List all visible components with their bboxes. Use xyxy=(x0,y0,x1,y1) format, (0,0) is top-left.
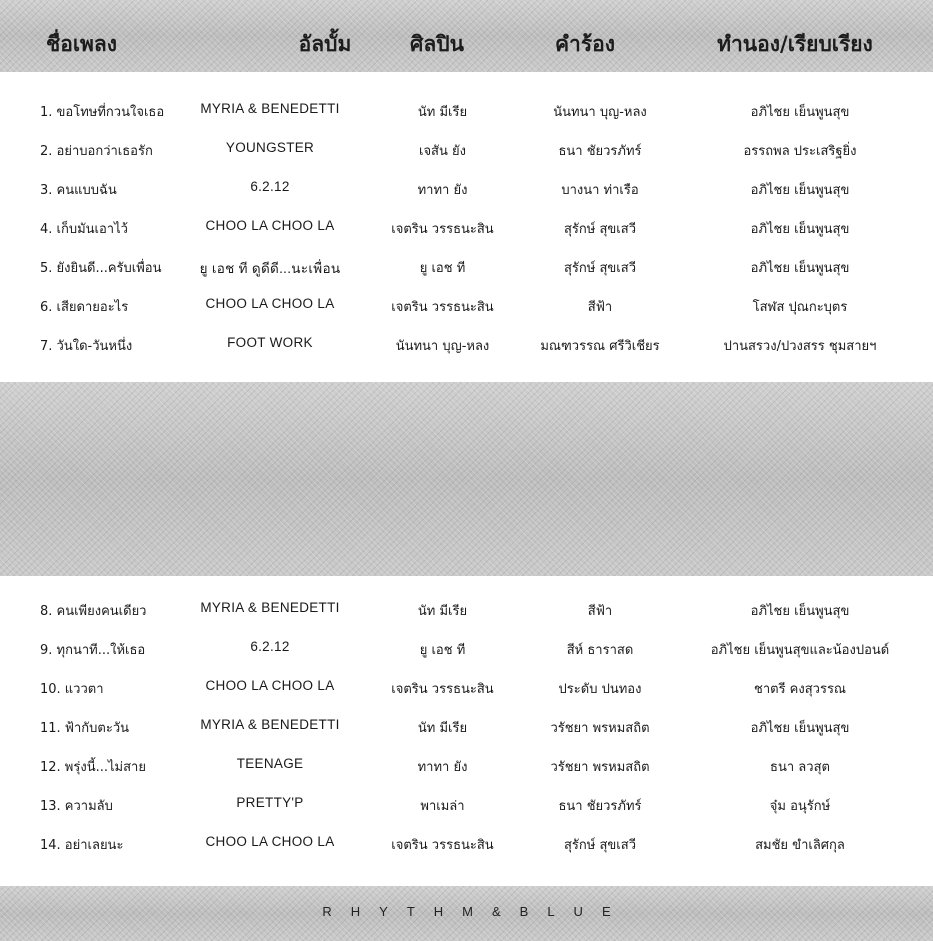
song-artist: ทาทา ยัง xyxy=(417,183,468,198)
song-album: MYRIA & BENEDETTI xyxy=(200,101,340,116)
song-album: CHOO LA CHOO LA xyxy=(205,296,335,311)
song-lyricist: นันทนา บุญ-หลง xyxy=(553,105,647,120)
song-album: CHOO LA CHOO LA xyxy=(205,678,335,693)
song-composer: อภิไชย เย็นพูนสุข xyxy=(750,261,850,276)
song-artist: เจตริน วรรธนะสิน xyxy=(391,838,494,853)
song-album: CHOO LA CHOO LA xyxy=(205,834,335,849)
song-title: 12. พรุ่งนี้...ไม่สาย xyxy=(40,760,146,775)
song-album: MYRIA & BENEDETTI xyxy=(200,717,340,732)
divider-band xyxy=(0,382,933,576)
song-row xyxy=(0,327,933,366)
song-row xyxy=(0,249,933,288)
song-row xyxy=(0,171,933,210)
song-lyricist: สุรักษ์ สุขเสวี xyxy=(564,838,636,853)
song-row xyxy=(0,826,933,865)
song-title: 7. วันใด-วันหนึ่ง xyxy=(40,339,133,354)
header-lyricist: คำร้อง xyxy=(555,32,615,56)
song-row xyxy=(0,670,933,709)
song-album: ยู เอช ที ดูดีดี...นะเพื่อน xyxy=(199,261,341,276)
song-title: 13. ความลับ xyxy=(40,799,113,814)
song-composer: อภิไชย เย็นพูนสุข xyxy=(750,222,850,237)
song-album: MYRIA & BENEDETTI xyxy=(200,600,340,615)
song-lyricist: สุรักษ์ สุขเสวี xyxy=(564,222,636,237)
song-composer: อภิไชย เย็นพูนสุข xyxy=(750,183,850,198)
song-artist: พาเมล่า xyxy=(420,799,465,814)
song-row xyxy=(0,288,933,327)
song-list-part2 xyxy=(0,592,933,865)
song-album: PRETTY'P xyxy=(236,795,304,810)
song-list-part1 xyxy=(0,93,933,366)
song-artist: นัท มีเรีย xyxy=(417,721,468,736)
song-composer: จุ๋ม อนุรักษ์ xyxy=(769,799,831,814)
song-lyricist: สีฟ้า xyxy=(587,300,613,315)
column-header xyxy=(0,28,933,64)
song-row xyxy=(0,132,933,171)
song-row xyxy=(0,787,933,826)
header-album: อัลบั้ม xyxy=(298,32,352,56)
song-lyricist: ธนา ชัยวรภัทร์ xyxy=(558,799,642,814)
song-composer: อภิไชย เย็นพูนสุข xyxy=(750,721,850,736)
song-artist: ทาทา ยัง xyxy=(417,760,468,775)
song-title: 3. คนแบบฉัน xyxy=(40,183,117,198)
song-artist: เจตริน วรรธนะสิน xyxy=(391,300,494,315)
song-album: FOOT WORK xyxy=(227,335,313,350)
song-lyricist: มณฑวรรณ ศรีวิเชียร xyxy=(540,339,660,354)
song-composer: โสฬส ปุณกะบุตร xyxy=(752,300,848,315)
song-row xyxy=(0,210,933,249)
song-row xyxy=(0,592,933,631)
song-artist: นัท มีเรีย xyxy=(417,604,468,619)
header-composer: ทำนอง/เรียบเรียง xyxy=(717,32,873,56)
song-artist: เจตริน วรรธนะสิน xyxy=(391,682,494,697)
song-composer: ธนา ลวสุต xyxy=(770,760,830,775)
song-artist: ยู เอช ที xyxy=(419,643,466,658)
song-title: 2. อย่าบอกว่าเธอรัก xyxy=(40,144,153,159)
song-composer: สมชัย ขำเลิศกุล xyxy=(755,838,845,853)
song-album: 6.2.12 xyxy=(250,179,290,194)
song-title: 14. อย่าเลยนะ xyxy=(40,838,124,853)
song-lyricist: ธนา ชัยวรภัทร์ xyxy=(558,144,642,159)
song-lyricist: วรัชยา พรหมสถิต xyxy=(550,721,650,736)
song-title: 4. เก็บมันเอาไว้ xyxy=(40,222,128,237)
song-row xyxy=(0,93,933,132)
song-composer: อภิไชย เย็นพูนสุขและน้องปอนด์ xyxy=(710,643,890,658)
song-composer: อภิไชย เย็นพูนสุข xyxy=(750,105,850,120)
song-artist: เจตริน วรรธนะสิน xyxy=(391,222,494,237)
song-title: 9. ทุกนาที...ให้เธอ xyxy=(40,643,146,658)
song-artist: ยู เอช ที xyxy=(419,261,466,276)
song-title: 10. แววตา xyxy=(40,682,104,697)
song-composer: ปานสรวง/ปวงสรร ชุมสายฯ xyxy=(723,339,877,354)
song-row xyxy=(0,631,933,670)
song-album: CHOO LA CHOO LA xyxy=(205,218,335,233)
song-lyricist: บางนา ท่าเรือ xyxy=(561,183,639,198)
song-row xyxy=(0,709,933,748)
song-row xyxy=(0,748,933,787)
song-lyricist: สีห์ ธาราสด xyxy=(566,643,634,658)
song-composer: อภิไชย เย็นพูนสุข xyxy=(750,604,850,619)
song-title: 11. ฟ้ากับตะวัน xyxy=(40,721,130,736)
header-artist: ศิลปิน xyxy=(410,32,464,56)
song-lyricist: วรัชยา พรหมสถิต xyxy=(550,760,650,775)
song-title: 1. ขอโทษที่กวนใจเธอ xyxy=(40,105,165,120)
song-title: 5. ยังยินดี...ครับเพื่อน xyxy=(40,261,162,276)
song-artist: เจสัน ยัง xyxy=(419,144,466,159)
header-song: ชื่อเพลง xyxy=(46,32,118,56)
song-composer: อรรถพล ประเสริฐยิ่ง xyxy=(743,144,857,159)
song-album: TEENAGE xyxy=(236,756,304,771)
song-artist: นัท มีเรีย xyxy=(417,105,468,120)
song-lyricist: สีฟ้า xyxy=(587,604,613,619)
song-title: 6. เสียดายอะไร xyxy=(40,300,129,315)
song-artist: นันทนา บุญ-หลง xyxy=(395,339,490,354)
song-album: YOUNGSTER xyxy=(225,140,315,155)
footer-text: RHYTHM&BLUE xyxy=(322,904,630,919)
song-lyricist: สุรักษ์ สุขเสวี xyxy=(564,261,636,276)
song-title: 8. คนเพียงคนเดียว xyxy=(40,604,147,619)
song-composer: ชาตรี คงสุวรรณ xyxy=(754,682,846,697)
song-lyricist: ประดับ ปนทอง xyxy=(558,682,642,697)
song-album: 6.2.12 xyxy=(250,639,290,654)
